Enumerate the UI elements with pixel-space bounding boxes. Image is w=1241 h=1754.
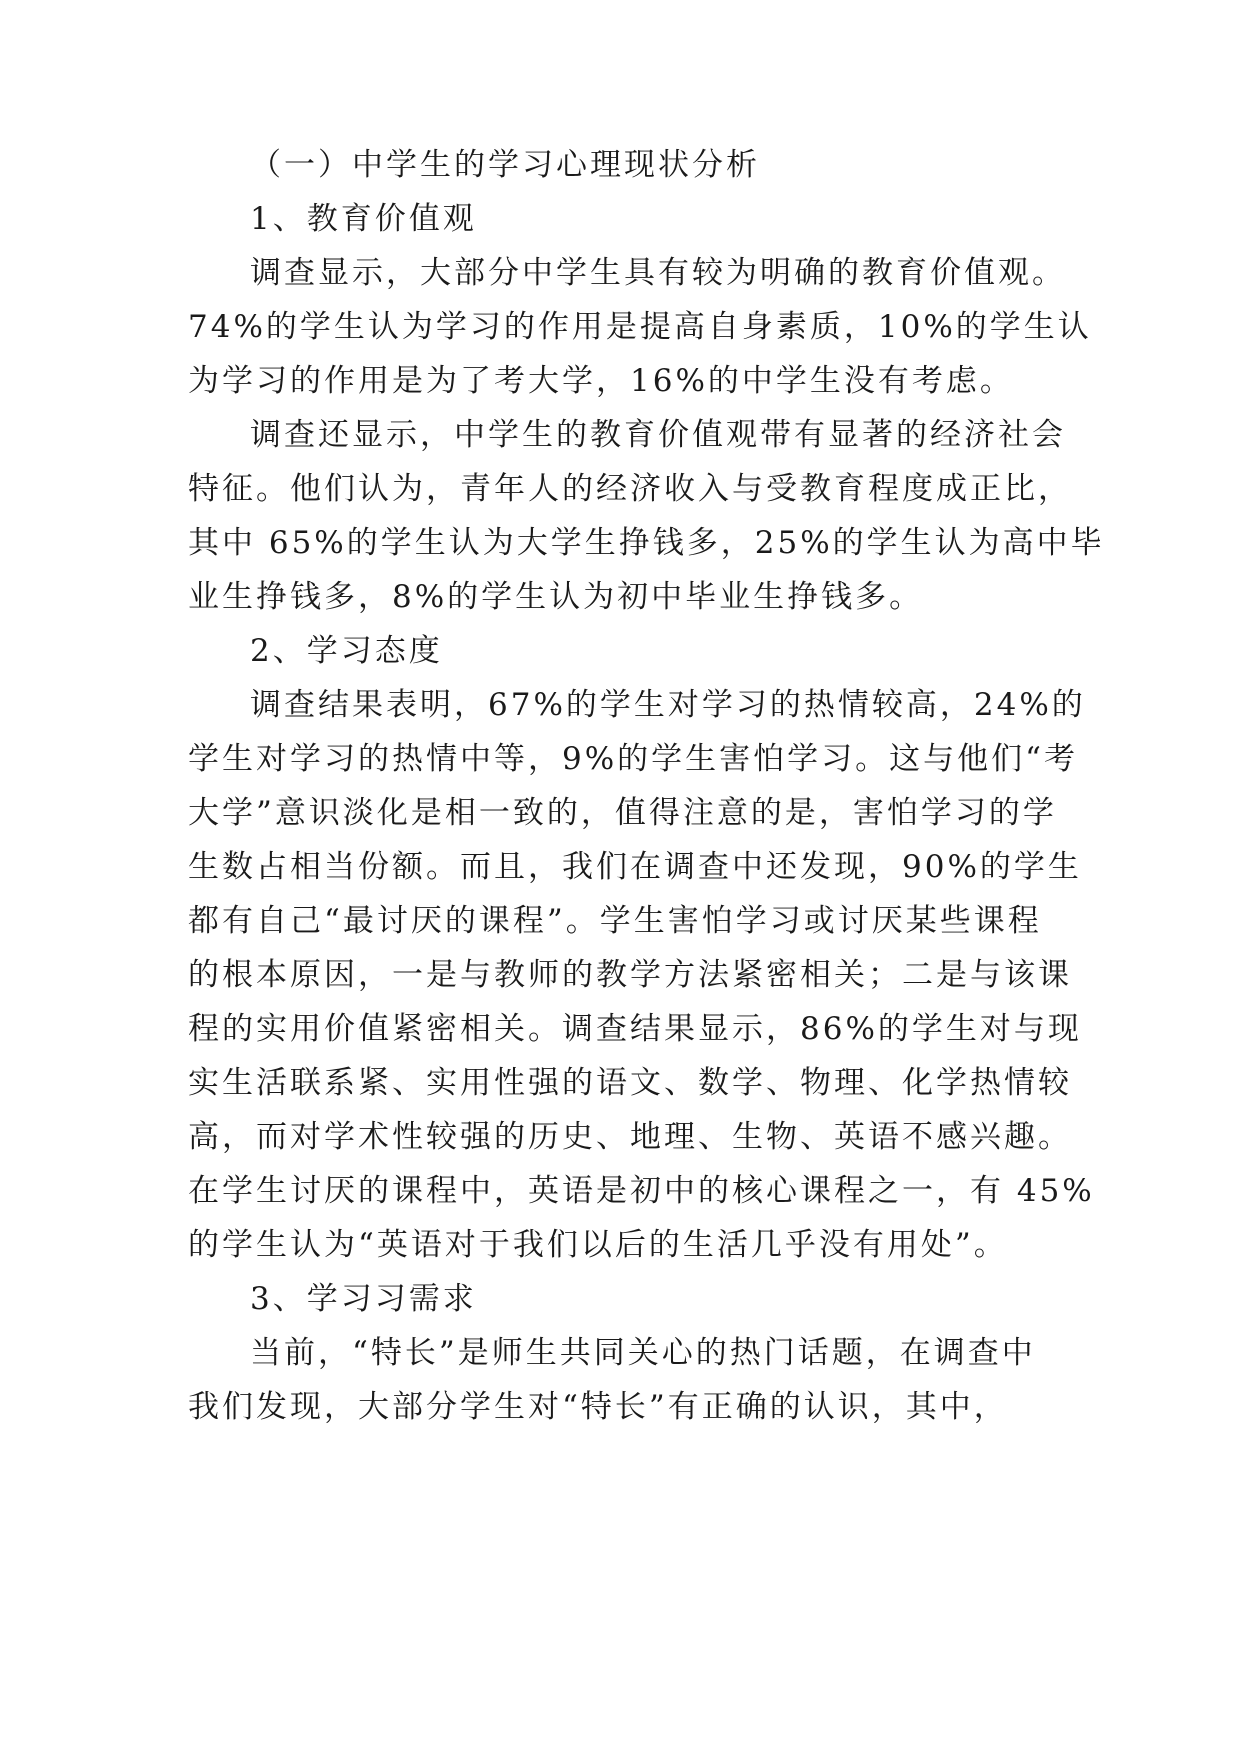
paragraph-line: 实生活联系紧、实用性强的语文、数学、物理、化学热情较 [188,1065,1072,1101]
paragraph-line: 我们发现，大部分学生对“特长”有正确的认识，其中， [188,1389,1008,1425]
paragraph-line: 程的实用价值紧密相关。调查结果显示，86%的学生对与现 [188,1011,1082,1047]
paragraph-line: 大学”意识淡化是相一致的，值得注意的是，害怕学习的学 [188,795,1057,831]
paragraph-line: 都有自己“最讨厌的课程”。学生害怕学习或讨厌某些课程 [188,903,1042,939]
subheading-education-values: 1、教育价值观 [250,201,477,237]
paragraph-line: 调查还显示，中学生的教育价值观带有显著的经济社会 [250,417,1066,453]
subheading-learning-needs: 3、学习习需求 [250,1281,477,1317]
paragraph-line: 业生挣钱多，8%的学生认为初中毕业生挣钱多。 [188,579,924,615]
paragraph-line: 特征。他们认为，青年人的经济收入与受教育程度成正比， [188,471,1072,507]
section-heading: （一）中学生的学习心理现状分析 [250,147,760,183]
paragraph-line: 学生对学习的热情中等，9%的学生害怕学习。这与他们“考 [188,741,1079,777]
paragraph-line: 为学习的作用是为了考大学，16%的中学生没有考虑。 [188,363,1014,399]
paragraph-line: 当前，“特长”是师生共同关心的热门话题，在调查中 [250,1335,1036,1371]
paragraph-line: 调查结果表明，67%的学生对学习的热情较高，24%的 [250,687,1086,723]
paragraph-line: 的学生认为“英语对于我们以后的生活几乎没有用处”。 [188,1227,1008,1263]
paragraph-line: 其中 65%的学生认为大学生挣钱多，25%的学生认为高中毕 [188,525,1105,561]
paragraph-line: 调查显示，大部分中学生具有较为明确的教育价值观。 [250,255,1066,291]
paragraph-line: 在学生讨厌的课程中，英语是初中的核心课程之一，有 45% [188,1173,1095,1209]
paragraph-line: 高，而对学术性较强的历史、地理、生物、英语不感兴趣。 [188,1119,1072,1155]
paragraph-line: 74%的学生认为学习的作用是提高自身素质，10%的学生认 [188,309,1092,345]
paragraph-line: 生数占相当份额。而且，我们在调查中还发现，90%的学生 [188,849,1082,885]
paragraph-line: 的根本原因，一是与教师的教学方法紧密相关；二是与该课 [188,957,1072,993]
subheading-learning-attitude: 2、学习态度 [250,633,443,669]
